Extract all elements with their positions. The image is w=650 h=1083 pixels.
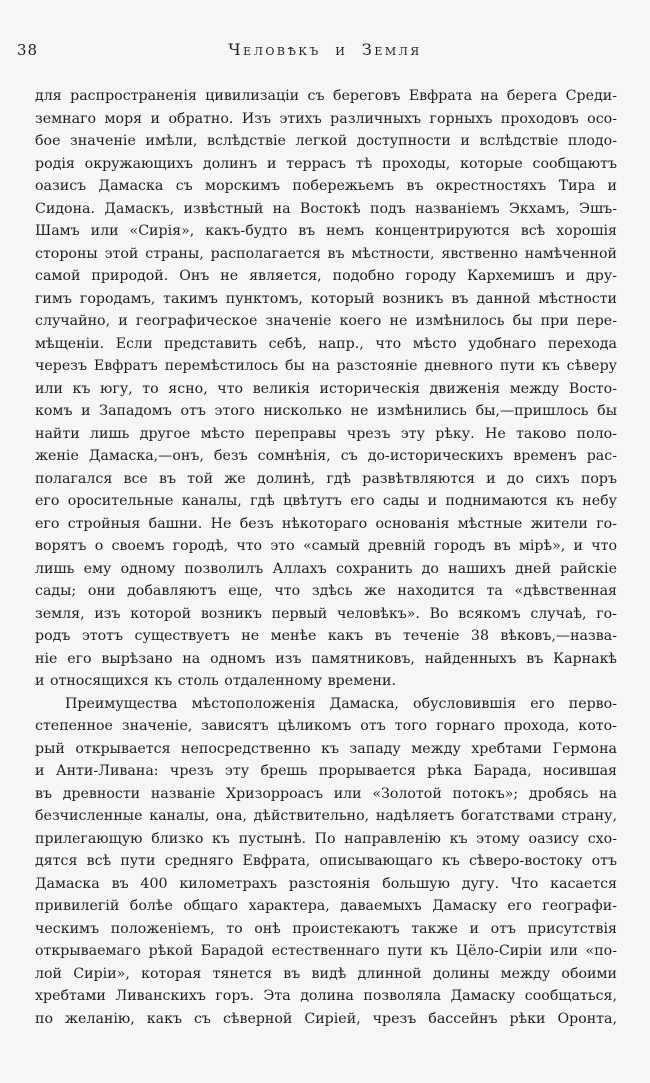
text-line: стороны этой страны, располагается въ мѣстности, явственно намѣченной [35,245,617,262]
text-line: Преимущества мѣстоположенія Дамаска, обусловившія его перво- [65,695,617,712]
text-line: степенное значеніе, зависятъ цѣликомъ отъ того горнаго прохода, кото- [35,718,617,734]
text-line: Сидона. Дамаскъ, извѣстный на Востокѣ подъ названіемъ Экхамъ, Эшъ- [35,200,617,217]
text-line: найти лишь другое мѣсто переправы чрезъ эту рѣку. Не таково поло- [35,425,617,442]
text-line: безчисленные каналы, она, дѣйствительно, надѣляетъ богатствами страну, [35,808,617,824]
text-line: рый открывается непосредственно къ западу между хребтами Гермона [35,740,617,757]
text-line: бое значеніе имѣли, вслѣдствіе легкой доступности и вслѣдствіе плодо- [35,133,617,149]
text-line: случайно, и географическое значеніе коего не измѣнилось бы при пере- [35,313,617,329]
text-line: родъ этотъ существуетъ не менѣе какъ въ теченіе 38 вѣковъ,—назва- [35,628,617,644]
text-line: открываемаго рѣкой Барадой естественнаго пути къ Цёло-Сиріи или «по- [35,943,617,959]
text-line: родія окружающихъ долинъ и террасъ тѣ проходы, которые сообщаютъ [35,155,617,172]
text-line: лишь ему одному позволилъ Аллахъ сохранить до нашихъ дней райскіе [35,560,617,577]
text-line: черезъ Евфратъ перемѣстилось бы на разстояніе дневного пути къ сѣверу [35,358,617,374]
text-line: ческимъ положеніемъ, то онѣ проистекаютъ также и отъ присутствія [35,920,617,937]
text-line: привилегій болѣе общаго характера, даваемыхъ Дамаску его географи- [35,898,617,914]
text-line: гимъ городамъ, такимъ пунктомъ, который возникъ въ данной мѣстности [35,290,617,307]
text-line: земля, изъ которой возникъ первый человѣкъ». Во всякомъ случаѣ, го- [35,605,617,622]
text-line: самой природой. Онъ не является, подобно городу Кархемишъ и дру- [35,268,617,284]
text-line: мѣщеніи. Если представить себѣ, напр., что мѣсто удобнаго перехода [35,335,617,352]
paragraph [35,693,617,1031]
text-line: ніе его вырѣзано на одномъ изъ памятниковъ, найденныхъ въ Карнакѣ [35,650,617,667]
text-line: по желанію, какъ съ сѣверной Сиріей, чрезъ бассейнъ рѣки Оронта, [35,1010,617,1027]
page-number: 38 [17,41,39,59]
text-line: Дамаска въ 400 километрахъ разстоянія большую дугу. Что касается [35,875,617,892]
text-line: Шамъ или «Сирія», какъ-будто въ немъ концентрируются всѣ хорошія [35,223,617,239]
text-line: земнаго моря и обратно. Изъ этихъ различныхъ горныхъ проходовъ осо- [35,110,617,127]
text-line: его стройныя башни. Не безъ нѣкотораго основанія мѣстные жители го- [35,515,617,532]
text-line: ворятъ о своемъ городѣ, что это «самый древній городъ въ мірѣ», и что [35,538,617,554]
text-line: хребтами Ливанскихъ горъ. Эта долина позволяла Дамаску сообщаться, [35,988,617,1004]
text-line: и Анти-Ливана: чрезъ эту брешь прорывается рѣка Барада, носившая [35,763,617,779]
paragraph [35,85,617,693]
text-line: или къ югу, то ясно, что великія историческія движенія между Восто- [35,380,617,397]
text-block [35,85,617,1030]
text-line: женіе Дамаска,—онъ, безъ сомнѣнія, съ до-историческихъ временъ рас- [35,448,617,464]
text-line: оазисъ Дамаска съ морскимъ побережьемъ въ окрестностяхъ Тира и [35,178,617,194]
running-title: Человѣкъ и Земля [228,40,422,59]
text-line: прилегающую близко къ пустынѣ. По направленію къ этому оазису схо- [35,830,617,847]
text-line: лой Сиріи», которая тянется въ видѣ длинной долины между обоими [35,965,617,982]
page-header [0,40,650,62]
text-line: въ древности названіе Хризорроасъ или «Золотой потокъ»; дробясь на [35,785,617,802]
text-line: полагался все въ той же долинѣ, гдѣ развѣтвляются и до сихъ поръ [35,470,617,487]
text-line: комъ и Западомъ отъ этого нисколько не измѣнились бы,—пришлось бы [35,403,617,419]
text-line: его оросительные каналы, гдѣ цвѣтутъ его сады и поднимаются къ небу [35,493,617,509]
text-line: для распространенія цивилизаціи съ береговъ Евфрата на берега Среди- [35,88,617,104]
text-line: сады; они добавляютъ еще, что здѣсь же находится та «дѣвственная [35,583,617,599]
text-line: и относящихся къ столь отдаленному времени. [35,673,396,689]
text-line: дятся всѣ пути средняго Евфрата, описывающаго къ сѣверо-востоку отъ [35,853,617,869]
